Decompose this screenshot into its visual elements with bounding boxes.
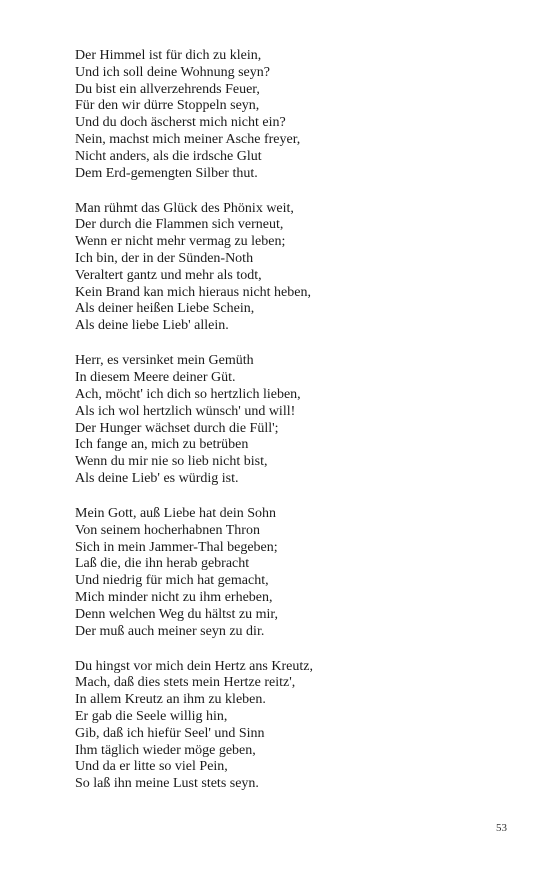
poem-line: Veraltert gantz und mehr als todt,: [75, 267, 262, 283]
poem-line: Von seinem hocherhabnen Thron: [75, 522, 260, 538]
stanza-4: [75, 506, 515, 640]
poem-line: Ich bin, der in der Sünden-Noth: [75, 251, 254, 267]
poem-line: Du bist ein allverzehrends Feuer,: [75, 81, 260, 97]
poem-line: Mich minder nicht zu ihm erheben,: [75, 590, 273, 605]
poem-line: Als ich wol hertzlich wünsch' und will!: [75, 403, 296, 419]
poem-line: Man rühmt das Glück des Phönix weit,: [75, 200, 294, 216]
poem-line: Als deine Lieb' es würdig ist.: [75, 470, 239, 486]
poem-line: Dem Erd-gemengten Silber thut.: [75, 165, 258, 181]
stanza-1: [75, 48, 515, 182]
poem-line: Denn welchen Weg du hältst zu mir,: [75, 606, 278, 622]
poem-line: Er gab die Seele willig hin,: [75, 709, 228, 725]
poem-line: Und da er litte so viel Pein,: [75, 759, 228, 775]
stanza-5: [75, 659, 515, 793]
poem-line: In allem Kreutz an ihm zu kleben.: [75, 692, 266, 708]
poem-line: Du hingst vor mich dein Hertz ans Kreutz,: [75, 658, 313, 674]
poem-line: Als deiner heißen Liebe Schein,: [75, 301, 255, 317]
poem-line: Herr, es versinket mein Gemüth: [75, 353, 254, 369]
poem-line: Als deine liebe Lieb' allein.: [75, 318, 229, 334]
page-number: 53: [496, 822, 507, 834]
poem-body: [75, 48, 515, 811]
poem-line: Der muß auch meiner seyn zu dir.: [75, 623, 265, 639]
poem-line: Ihm täglich wieder möge geben,: [75, 742, 256, 758]
poem-line: Der durch die Flammen sich verneut,: [75, 217, 284, 233]
poem-line: Und ich soll deine Wohnung seyn?: [75, 64, 270, 80]
poem-line: Der Himmel ist für dich zu klein,: [75, 48, 262, 63]
poem-line: Ach, möcht' ich dich so hertzlich lieben,: [75, 386, 301, 402]
poem-line: Nein, machst mich meiner Asche freyer,: [75, 131, 301, 147]
poem-line: Mein Gott, auß Liebe hat dein Sohn: [75, 506, 277, 522]
poem-line: Laß die, die ihn herab gebracht: [75, 556, 250, 572]
poem-line: Sich in mein Jammer-Thal begeben;: [75, 539, 278, 555]
poem-line: So laß ihn meine Lust stets seyn.: [75, 776, 259, 792]
poem-line: Der Hunger wächset durch die Füll';: [75, 420, 279, 436]
poem-line: Und niedrig für mich hat gemacht,: [75, 573, 269, 589]
stanza-2: [75, 201, 515, 335]
poem-line: Mach, daß dies stets mein Hertze reitz',: [75, 675, 296, 691]
poem-line: Gib, daß ich hiefür Seel' und Sinn: [75, 725, 265, 741]
poem-line: Und du doch äscherst mich nicht ein?: [75, 115, 286, 131]
poem-line: Wenn du mir nie so lieb nicht bist,: [75, 454, 268, 470]
poem-line: In diesem Meere deiner Güt.: [75, 370, 236, 386]
poem-line: Nicht anders, als die irdsche Glut: [75, 148, 262, 164]
poem-line: Wenn er nicht mehr vermag zu leben;: [75, 234, 286, 250]
stanza-3: [75, 353, 515, 487]
poem-line: Ich fange an, mich zu betrüben: [75, 437, 249, 453]
poem-line: Kein Brand kan mich hieraus nicht heben,: [75, 284, 311, 300]
poem-line: Für den wir dürre Stoppeln seyn,: [75, 98, 260, 114]
